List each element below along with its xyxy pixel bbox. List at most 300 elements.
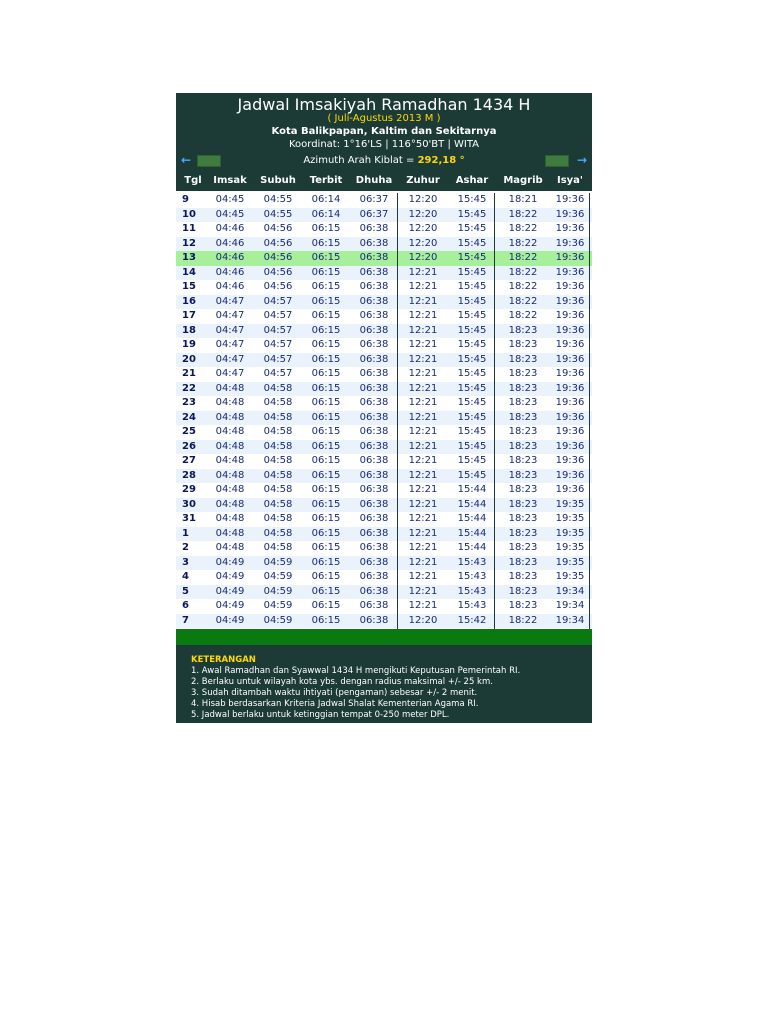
- cell-dhuha: 06:38: [359, 281, 389, 292]
- table-row: [176, 208, 592, 223]
- cell-dhuha: 06:38: [359, 440, 389, 452]
- cell-isya: 19:36: [555, 469, 585, 481]
- notes-section: [191, 655, 586, 721]
- cell-tgl: 9: [182, 194, 189, 205]
- table-row: [176, 193, 592, 208]
- table-header: [176, 170, 592, 193]
- cell-isya: 19:35: [555, 513, 585, 524]
- cell-subuh: 04:56: [263, 252, 293, 263]
- cell-tgl: 31: [182, 513, 196, 524]
- table-row: [176, 280, 592, 295]
- cell-imsak: 04:48: [215, 527, 245, 539]
- cell-magrib: 18:23: [508, 600, 538, 611]
- cell-tgl: 20: [182, 353, 196, 365]
- cell-magrib: 18:23: [508, 339, 538, 350]
- cell-dhuha: 06:38: [359, 542, 389, 553]
- next-month-button[interactable]: [545, 155, 569, 167]
- table-row: [176, 382, 592, 397]
- cell-terbit: 06:15: [311, 440, 341, 452]
- cell-subuh: 04:55: [263, 194, 293, 205]
- cell-dhuha: 06:38: [359, 614, 389, 626]
- table-right-edge: [589, 193, 590, 629]
- cell-tgl: 5: [182, 585, 189, 597]
- cell-isya: 19:36: [555, 339, 585, 350]
- cell-isya: 19:36: [555, 266, 585, 278]
- table-row: [176, 483, 592, 498]
- table-row: [176, 512, 592, 527]
- cell-zuhur: 12:21: [408, 498, 438, 510]
- cell-tgl: 11: [182, 223, 196, 234]
- cell-isya: 19:36: [555, 281, 585, 292]
- cell-tgl: 1: [182, 527, 189, 539]
- cell-dhuha: 06:38: [359, 600, 389, 611]
- cell-isya: 19:36: [555, 426, 585, 437]
- cell-subuh: 04:58: [263, 426, 293, 437]
- cell-zuhur: 12:21: [408, 527, 438, 539]
- cell-magrib: 18:23: [508, 411, 538, 423]
- cell-ashar: 15:44: [457, 484, 487, 495]
- cell-ashar: 15:45: [457, 266, 487, 278]
- cell-tgl: 21: [182, 368, 196, 379]
- cell-subuh: 04:59: [263, 571, 293, 582]
- cell-subuh: 04:57: [263, 353, 293, 365]
- cell-ashar: 15:45: [457, 252, 487, 263]
- cell-dhuha: 06:38: [359, 382, 389, 394]
- cell-imsak: 04:45: [215, 194, 245, 205]
- cell-ashar: 15:43: [457, 600, 487, 611]
- cell-dhuha: 06:38: [359, 339, 389, 350]
- cell-terbit: 06:15: [311, 498, 341, 510]
- cell-terbit: 06:15: [311, 455, 341, 466]
- separator-dhuha-zuhur: [397, 193, 398, 629]
- cell-imsak: 04:48: [215, 498, 245, 510]
- cell-dhuha: 06:37: [359, 208, 389, 220]
- cell-magrib: 18:23: [508, 324, 538, 336]
- cell-imsak: 04:48: [215, 382, 245, 394]
- cell-isya: 19:36: [555, 397, 585, 408]
- cell-tgl: 16: [182, 295, 196, 307]
- cell-ashar: 15:43: [457, 556, 487, 568]
- table-row: [176, 222, 592, 237]
- cell-isya: 19:36: [555, 208, 585, 220]
- cell-terbit: 06:15: [311, 614, 341, 626]
- cell-terbit: 06:15: [311, 353, 341, 365]
- cell-dhuha: 06:38: [359, 411, 389, 423]
- cell-isya: 19:35: [555, 556, 585, 568]
- cell-imsak: 04:47: [215, 353, 245, 365]
- cell-subuh: 04:58: [263, 411, 293, 423]
- cell-tgl: 7: [182, 614, 189, 626]
- cell-magrib: 18:23: [508, 484, 538, 495]
- cell-magrib: 18:22: [508, 208, 538, 220]
- cell-zuhur: 12:21: [408, 513, 438, 524]
- table-row: [176, 338, 592, 353]
- azimuth-label: [176, 154, 592, 167]
- cell-imsak: 04:46: [215, 237, 245, 249]
- cell-ashar: 15:45: [457, 237, 487, 249]
- cell-terbit: 06:14: [311, 194, 341, 205]
- note-item: 3. Sudah ditambah waktu ihtiyati (pengaman) sebesar +/- 2 menit.: [191, 688, 478, 698]
- cell-subuh: 04:56: [263, 266, 293, 278]
- cell-dhuha: 06:38: [359, 426, 389, 437]
- cell-terbit: 06:15: [311, 513, 341, 524]
- cell-terbit: 06:15: [311, 324, 341, 336]
- cell-ashar: 15:45: [457, 310, 487, 321]
- cell-subuh: 04:57: [263, 368, 293, 379]
- cell-dhuha: 06:38: [359, 469, 389, 481]
- cell-magrib: 18:22: [508, 281, 538, 292]
- prev-month-button[interactable]: [197, 155, 221, 167]
- cell-ashar: 15:45: [457, 440, 487, 452]
- cell-imsak: 04:46: [215, 266, 245, 278]
- cell-dhuha: 06:38: [359, 455, 389, 466]
- table-row: [176, 570, 592, 585]
- cell-terbit: 06:15: [311, 556, 341, 568]
- cell-imsak: 04:49: [215, 585, 245, 597]
- cell-isya: 19:36: [555, 324, 585, 336]
- cell-dhuha: 06:38: [359, 295, 389, 307]
- cell-magrib: 18:22: [508, 266, 538, 278]
- cell-zuhur: 12:21: [408, 324, 438, 336]
- cell-isya: 19:34: [555, 585, 585, 597]
- cell-dhuha: 06:38: [359, 571, 389, 582]
- cell-tgl: 14: [182, 266, 196, 278]
- cell-zuhur: 12:21: [408, 556, 438, 568]
- cell-isya: 19:36: [555, 237, 585, 249]
- cell-imsak: 04:48: [215, 513, 245, 524]
- cell-magrib: 18:23: [508, 498, 538, 510]
- cell-subuh: 04:57: [263, 295, 293, 307]
- table-row: [176, 498, 592, 513]
- cell-zuhur: 12:20: [408, 237, 438, 249]
- cell-ashar: 15:45: [457, 295, 487, 307]
- cell-subuh: 04:58: [263, 527, 293, 539]
- azimuth-value: 292,18 °: [417, 155, 465, 166]
- cell-imsak: 04:49: [215, 556, 245, 568]
- cell-magrib: 18:23: [508, 542, 538, 553]
- cell-zuhur: 12:21: [408, 281, 438, 292]
- cell-dhuha: 06:38: [359, 252, 389, 263]
- cell-isya: 19:36: [555, 310, 585, 321]
- cell-tgl: 13: [182, 252, 196, 263]
- cell-terbit: 06:14: [311, 208, 341, 220]
- cell-isya: 19:36: [555, 382, 585, 394]
- cell-terbit: 06:15: [311, 397, 341, 408]
- cell-magrib: 18:22: [508, 310, 538, 321]
- city-label: Kota Balikpapan, Kaltim dan Sekitarnya: [271, 126, 497, 137]
- arrow-right-icon[interactable]: →: [576, 153, 587, 167]
- cell-dhuha: 06:38: [359, 397, 389, 408]
- column-header-isya: Isya': [556, 175, 583, 186]
- cell-ashar: 15:45: [457, 455, 487, 466]
- cell-magrib: 18:22: [508, 237, 538, 249]
- cell-subuh: 04:57: [263, 324, 293, 336]
- cell-dhuha: 06:38: [359, 527, 389, 539]
- cell-dhuha: 06:38: [359, 585, 389, 597]
- cell-tgl: 15: [182, 281, 196, 292]
- cell-tgl: 28: [182, 469, 196, 481]
- cell-zuhur: 12:20: [408, 208, 438, 220]
- column-header-tgl: Tgl: [184, 175, 202, 186]
- cell-magrib: 18:23: [508, 455, 538, 466]
- cell-subuh: 04:57: [263, 310, 293, 321]
- cell-imsak: 04:49: [215, 600, 245, 611]
- cell-imsak: 04:47: [215, 310, 245, 321]
- cell-magrib: 18:23: [508, 382, 538, 394]
- table-row: [176, 251, 592, 266]
- cell-dhuha: 06:38: [359, 484, 389, 495]
- table-row: [176, 367, 592, 382]
- table-row: [176, 469, 592, 484]
- cell-tgl: 26: [182, 440, 196, 452]
- cell-subuh: 04:57: [263, 339, 293, 350]
- cell-dhuha: 06:38: [359, 237, 389, 249]
- cell-ashar: 15:45: [457, 324, 487, 336]
- cell-terbit: 06:15: [311, 600, 341, 611]
- cell-magrib: 18:23: [508, 440, 538, 452]
- cell-magrib: 18:22: [508, 223, 538, 234]
- cell-magrib: 18:23: [508, 469, 538, 481]
- cell-tgl: 6: [182, 600, 189, 611]
- cell-magrib: 18:22: [508, 614, 538, 626]
- column-header-magrib: Magrib: [503, 175, 543, 186]
- cell-subuh: 04:58: [263, 498, 293, 510]
- cell-isya: 19:36: [555, 252, 585, 263]
- cell-ashar: 15:45: [457, 469, 487, 481]
- table-row: [176, 266, 592, 281]
- cell-ashar: 15:44: [457, 513, 487, 524]
- imsakiyah-widget: [176, 93, 592, 723]
- cell-ashar: 15:44: [457, 498, 487, 510]
- cell-terbit: 06:15: [311, 571, 341, 582]
- cell-ashar: 15:45: [457, 339, 487, 350]
- cell-tgl: 23: [182, 397, 196, 408]
- cell-dhuha: 06:38: [359, 324, 389, 336]
- table-row: [176, 585, 592, 600]
- cell-isya: 19:36: [555, 368, 585, 379]
- cell-isya: 19:34: [555, 614, 585, 626]
- note-item: 1. Awal Ramadhan dan Syawwal 1434 H mengikuti Keputusan Pemerintah RI.: [191, 666, 521, 676]
- cell-ashar: 15:44: [457, 527, 487, 539]
- table-row: [176, 599, 592, 614]
- cell-subuh: 04:55: [263, 208, 293, 220]
- cell-zuhur: 12:21: [408, 411, 438, 423]
- cell-magrib: 18:23: [508, 585, 538, 597]
- cell-tgl: 3: [182, 556, 189, 568]
- note-item: 4. Hisab berdasarkan Kriteria Jadwal Shalat Kementerian Agama RI.: [191, 699, 479, 709]
- cell-zuhur: 12:21: [408, 469, 438, 481]
- cell-subuh: 04:59: [263, 600, 293, 611]
- cell-tgl: 22: [182, 382, 196, 394]
- cell-magrib: 18:23: [508, 556, 538, 568]
- cell-isya: 19:35: [555, 542, 585, 553]
- cell-isya: 19:36: [555, 223, 585, 234]
- cell-ashar: 15:45: [457, 397, 487, 408]
- separator-ashar-magrib: [494, 193, 495, 629]
- cell-imsak: 04:48: [215, 455, 245, 466]
- column-header-imsak: Imsak: [213, 175, 247, 186]
- azimuth-text: Azimuth Arah Kiblat =: [303, 155, 415, 166]
- cell-dhuha: 06:38: [359, 353, 389, 365]
- cell-subuh: 04:58: [263, 542, 293, 553]
- cell-imsak: 04:49: [215, 614, 245, 626]
- cell-terbit: 06:15: [311, 382, 341, 394]
- cell-terbit: 06:15: [311, 237, 341, 249]
- cell-tgl: 12: [182, 237, 196, 249]
- cell-zuhur: 12:21: [408, 382, 438, 394]
- cell-imsak: 04:46: [215, 281, 245, 292]
- cell-ashar: 15:45: [457, 382, 487, 394]
- cell-imsak: 04:46: [215, 223, 245, 234]
- cell-ashar: 15:45: [457, 223, 487, 234]
- cell-magrib: 18:23: [508, 513, 538, 524]
- cell-zuhur: 12:21: [408, 368, 438, 379]
- cell-ashar: 15:45: [457, 194, 487, 205]
- cell-dhuha: 06:38: [359, 513, 389, 524]
- cell-ashar: 15:45: [457, 411, 487, 423]
- cell-isya: 19:34: [555, 600, 585, 611]
- cell-subuh: 04:58: [263, 513, 293, 524]
- cell-terbit: 06:15: [311, 527, 341, 539]
- cell-zuhur: 12:21: [408, 542, 438, 553]
- cell-terbit: 06:15: [311, 266, 341, 278]
- table-row: [176, 527, 592, 542]
- cell-terbit: 06:15: [311, 368, 341, 379]
- cell-isya: 19:36: [555, 411, 585, 423]
- cell-zuhur: 12:21: [408, 440, 438, 452]
- cell-isya: 19:36: [555, 194, 585, 205]
- cell-ashar: 15:45: [457, 426, 487, 437]
- cell-terbit: 06:15: [311, 310, 341, 321]
- cell-terbit: 06:15: [311, 223, 341, 234]
- cell-dhuha: 06:38: [359, 266, 389, 278]
- table-row: [176, 411, 592, 426]
- cell-terbit: 06:15: [311, 339, 341, 350]
- cell-tgl: 19: [182, 339, 196, 350]
- cell-subuh: 04:59: [263, 556, 293, 568]
- cell-isya: 19:36: [555, 455, 585, 466]
- cell-dhuha: 06:37: [359, 194, 389, 205]
- cell-zuhur: 12:21: [408, 426, 438, 437]
- cell-terbit: 06:15: [311, 426, 341, 437]
- cell-zuhur: 12:21: [408, 295, 438, 307]
- cell-tgl: 27: [182, 455, 196, 466]
- cell-zuhur: 12:21: [408, 310, 438, 321]
- table-row: [176, 556, 592, 571]
- column-header-dhuha: Dhuha: [355, 175, 393, 186]
- cell-imsak: 04:45: [215, 208, 245, 220]
- table-row: [176, 295, 592, 310]
- cell-zuhur: 12:21: [408, 339, 438, 350]
- cell-ashar: 15:43: [457, 585, 487, 597]
- table-row: [176, 454, 592, 469]
- column-header-subuh: Subuh: [260, 175, 296, 186]
- cell-zuhur: 12:20: [408, 614, 438, 626]
- cell-magrib: 18:22: [508, 252, 538, 263]
- cell-terbit: 06:15: [311, 295, 341, 307]
- cell-imsak: 04:48: [215, 426, 245, 437]
- column-header-terbit: Terbit: [309, 175, 343, 186]
- cell-imsak: 04:47: [215, 324, 245, 336]
- cell-imsak: 04:47: [215, 339, 245, 350]
- cell-dhuha: 06:38: [359, 223, 389, 234]
- cell-magrib: 18:23: [508, 368, 538, 379]
- cell-magrib: 18:23: [508, 571, 538, 582]
- cell-imsak: 04:48: [215, 397, 245, 408]
- table-row: [176, 541, 592, 556]
- cell-subuh: 04:58: [263, 440, 293, 452]
- cell-imsak: 04:48: [215, 411, 245, 423]
- cell-imsak: 04:48: [215, 440, 245, 452]
- cell-zuhur: 12:21: [408, 397, 438, 408]
- table-row: [176, 237, 592, 252]
- cell-subuh: 04:58: [263, 469, 293, 481]
- cell-subuh: 04:58: [263, 397, 293, 408]
- arrow-left-icon[interactable]: ←: [181, 153, 192, 167]
- table-row: [176, 425, 592, 440]
- cell-subuh: 04:59: [263, 614, 293, 626]
- cell-ashar: 15:42: [457, 614, 487, 626]
- cell-subuh: 04:58: [263, 484, 293, 495]
- cell-subuh: 04:58: [263, 455, 293, 466]
- cell-tgl: 25: [182, 426, 196, 437]
- cell-terbit: 06:15: [311, 252, 341, 263]
- cell-tgl: 4: [182, 571, 189, 582]
- table-footer-bar: [176, 629, 592, 645]
- notes-title: KETERANGAN: [191, 655, 256, 665]
- cell-terbit: 06:15: [311, 585, 341, 597]
- cell-imsak: 04:49: [215, 571, 245, 582]
- cell-ashar: 15:45: [457, 281, 487, 292]
- cell-dhuha: 06:38: [359, 556, 389, 568]
- cell-isya: 19:36: [555, 353, 585, 365]
- cell-isya: 19:35: [555, 527, 585, 539]
- cell-magrib: 18:23: [508, 426, 538, 437]
- cell-zuhur: 12:21: [408, 600, 438, 611]
- cell-magrib: 18:23: [508, 353, 538, 365]
- cell-tgl: 17: [182, 310, 196, 321]
- cell-zuhur: 12:21: [408, 266, 438, 278]
- cell-subuh: 04:56: [263, 281, 293, 292]
- cell-ashar: 15:44: [457, 542, 487, 553]
- cell-tgl: 10: [182, 208, 196, 220]
- cell-terbit: 06:15: [311, 469, 341, 481]
- cell-tgl: 18: [182, 324, 196, 336]
- cell-tgl: 2: [182, 542, 189, 553]
- cell-isya: 19:36: [555, 484, 585, 495]
- cell-imsak: 04:48: [215, 542, 245, 553]
- cell-dhuha: 06:38: [359, 498, 389, 510]
- cell-isya: 19:35: [555, 498, 585, 510]
- coordinates-label: Koordinat: 1°16'LS | 116°50'BT | WITA: [288, 139, 480, 150]
- cell-isya: 19:36: [555, 440, 585, 452]
- cell-zuhur: 12:20: [408, 223, 438, 234]
- cell-zuhur: 12:21: [408, 571, 438, 582]
- cell-magrib: 18:21: [508, 194, 538, 205]
- navigation-bar: [176, 153, 592, 168]
- page-title: Jadwal Imsakiyah Ramadhan 1434 H: [237, 95, 531, 114]
- cell-subuh: 04:56: [263, 237, 293, 249]
- cell-zuhur: 12:21: [408, 455, 438, 466]
- cell-magrib: 18:23: [508, 527, 538, 539]
- cell-zuhur: 12:21: [408, 585, 438, 597]
- cell-zuhur: 12:20: [408, 194, 438, 205]
- note-item: 5. Jadwal berlaku untuk ketinggian tempat 0-250 meter DPL.: [191, 710, 450, 720]
- cell-zuhur: 12:20: [408, 252, 438, 263]
- cell-zuhur: 12:21: [408, 484, 438, 495]
- table-row: [176, 440, 592, 455]
- cell-terbit: 06:15: [311, 411, 341, 423]
